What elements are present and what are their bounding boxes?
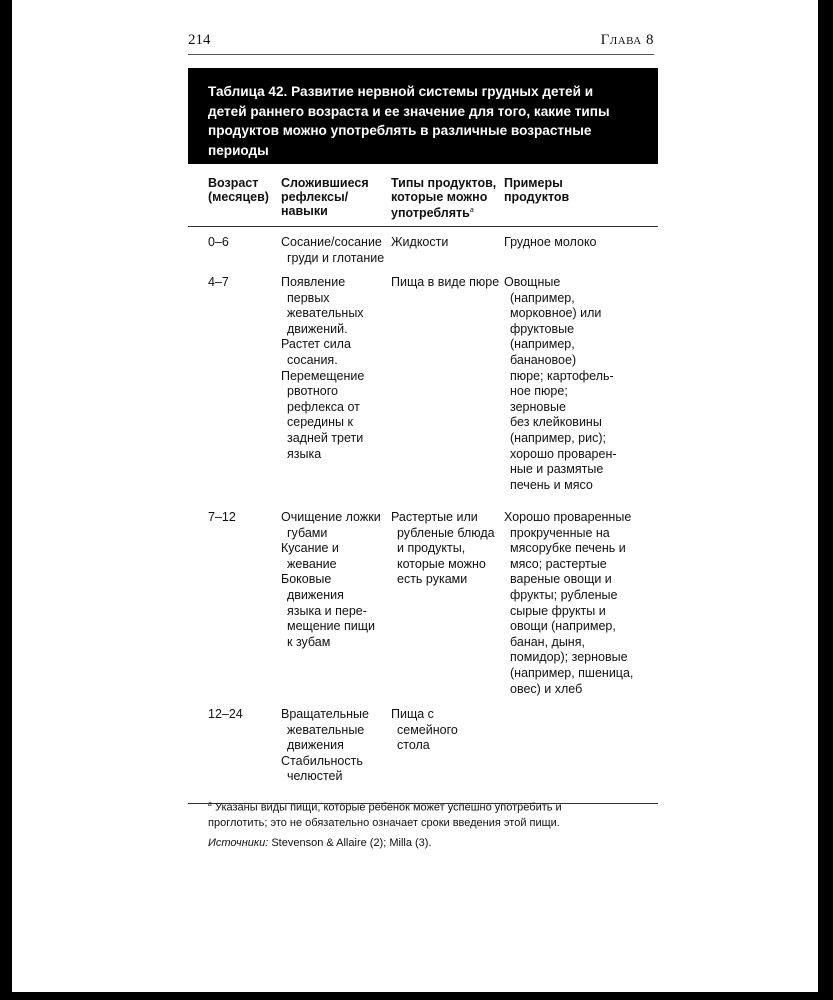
column-header-line: рефлексы/	[281, 190, 349, 204]
footnote-line: проглотить; это не обязательно означает сроки введения этой пищи.	[208, 816, 560, 829]
text-line: (например,	[510, 290, 575, 305]
reflexes-cell	[281, 510, 389, 650]
reflexes-cell	[281, 707, 389, 785]
text-line: помидор); зерновые	[510, 650, 628, 665]
text-line: Кусание и	[281, 541, 339, 556]
footnote	[208, 797, 658, 831]
text-line: Очищение ложки	[281, 510, 381, 524]
column-header-line: Примеры	[504, 176, 563, 190]
chapter-title: Глава 8	[600, 32, 654, 48]
food-types-cell	[391, 510, 503, 588]
reflex-item	[281, 754, 389, 785]
table-title-line: продуктов можно употреблять в различные возрастные	[208, 123, 592, 138]
reflex-item	[281, 275, 389, 337]
text-line: рвотного	[287, 384, 338, 399]
text-line: Вращательные	[281, 707, 369, 721]
reflex-item	[281, 510, 389, 541]
column-header-line: Возраст	[208, 176, 259, 190]
text-line: (например, рис);	[510, 430, 606, 445]
text-line: без клейковины	[510, 415, 602, 430]
text-line: хорошо проварен-	[510, 446, 617, 461]
text-line: мясорубке печень и	[510, 541, 626, 556]
reflex-item	[281, 541, 389, 572]
text-line: зерновые	[510, 399, 566, 414]
text-line: Стабильность	[281, 753, 363, 768]
column-header	[504, 176, 569, 204]
column-header-line: навыки	[281, 204, 328, 218]
text-line: губами	[287, 525, 328, 540]
food-types-cell	[391, 275, 503, 291]
running-head	[188, 32, 654, 55]
text-line: Появление	[281, 275, 346, 289]
text-line: задней трети	[287, 430, 364, 445]
text-line: овощи (например,	[510, 619, 616, 634]
footnote-mark: а	[208, 801, 212, 808]
text-line: фруктовые	[510, 321, 575, 336]
table-row	[188, 707, 658, 799]
text-line: сосания.	[287, 352, 338, 367]
text-line: Сосание/сосание	[281, 235, 382, 249]
column-header-line: Типы продуктов,	[391, 176, 497, 190]
table	[188, 68, 658, 803]
column-header-line: (месяцев)	[208, 190, 269, 204]
text-line: челюстей	[287, 769, 343, 784]
table-title-line: Таблица 42. Развитие нервной системы грудных детей и	[208, 84, 594, 99]
reflex-item	[281, 707, 389, 754]
text-line: морковное) или	[510, 306, 602, 321]
text-line: Растертые или	[391, 510, 478, 524]
table-title	[188, 68, 658, 164]
text-line: движений.	[287, 321, 348, 336]
text-line: ные и размятые	[510, 462, 604, 477]
text-line: жевательных	[287, 306, 364, 321]
text-line: Перемещение	[281, 368, 365, 383]
column-header	[281, 176, 369, 218]
food-types-cell	[391, 707, 503, 754]
food-examples-cell	[504, 275, 654, 493]
footnote-line: Указаны виды пищи, которые ребенок может успешно употребить и	[214, 801, 562, 814]
page-number: 214	[188, 32, 211, 48]
text-line: (например, пшеница,	[510, 665, 634, 680]
text-line: вареные овощи и	[510, 572, 612, 587]
text-line: мясо; растертые	[510, 556, 607, 571]
text-line: груди и глотание	[287, 250, 385, 265]
reflexes-cell	[281, 235, 389, 266]
text-line: пюре; картофель-	[510, 368, 614, 383]
text-line: движения	[287, 738, 344, 753]
text-line: и продукты,	[397, 541, 466, 556]
food-examples-cell	[504, 235, 654, 251]
age-cell: 4–7	[208, 275, 229, 289]
age-cell: 12–24	[208, 707, 243, 721]
reflex-item	[281, 369, 389, 463]
column-header-line: употреблять$^а$	[391, 206, 474, 221]
text-line: банан, дыня,	[510, 634, 585, 649]
text-line: стола	[397, 738, 430, 753]
sources	[208, 837, 432, 849]
age-cell: 7–12	[208, 510, 236, 524]
text-line: мещение пищи	[287, 619, 375, 634]
text-line: овес) и хлеб	[510, 681, 583, 696]
text-line: середины к	[287, 415, 353, 430]
text-line: Пища с	[391, 707, 434, 721]
text-line: печень и мясо	[510, 477, 593, 492]
text-line: семейного	[397, 722, 458, 737]
column-header	[208, 176, 269, 204]
table-row	[188, 235, 658, 275]
text-line: есть руками	[397, 572, 468, 587]
table-row	[188, 275, 658, 510]
sources-label: Источники:	[208, 837, 269, 849]
text-line: языка и пере-	[287, 603, 367, 618]
text-line: Пища в виде пюре	[391, 275, 500, 289]
text-line: Боковые	[281, 572, 332, 587]
table-header	[188, 164, 658, 227]
food-examples-cell	[504, 510, 654, 697]
text-line: которые можно	[397, 556, 486, 571]
text-line: языка	[287, 446, 322, 461]
reflex-item	[281, 337, 389, 368]
column-header-line: Сложившиеся	[281, 176, 369, 190]
table-row	[188, 510, 658, 707]
text-line: Жидкости	[391, 235, 449, 249]
text-line: Грудное молоко	[504, 235, 597, 249]
table-title-line: детей раннего возраста и ее значение для того, какие типы	[208, 103, 610, 119]
reflex-item	[281, 572, 389, 650]
text-line: жевательные	[287, 722, 365, 737]
text-line: Хорошо проваренные	[504, 510, 632, 524]
reflex-item	[281, 235, 389, 266]
text-line: рефлекса от	[287, 399, 360, 414]
text-line: к зубам	[287, 634, 331, 649]
age-cell: 0–6	[208, 235, 229, 249]
text-line: сырые фрукты и	[510, 603, 606, 618]
text-line: банановое)	[510, 352, 577, 367]
footnote-ref: а	[469, 207, 474, 214]
text-line: рубленые блюда	[397, 525, 495, 540]
sources-text: Stevenson & Allaire (2); Milla (3).	[271, 837, 432, 849]
text-line: фрукты; рубленые	[510, 587, 618, 602]
text-line: движения	[287, 587, 344, 602]
text-line: первых	[287, 290, 330, 305]
reflexes-cell	[281, 275, 389, 462]
column-header-line: которые можно	[391, 190, 488, 204]
table-title-line: периоды	[208, 142, 269, 158]
text-line: ное пюре;	[510, 384, 568, 399]
book-page	[12, 0, 818, 992]
text-line: (например,	[510, 337, 575, 352]
text-line: Растет сила	[281, 337, 351, 352]
text-line: жевание	[287, 556, 337, 571]
column-header	[391, 176, 496, 220]
text-line: Овощные	[504, 275, 561, 289]
text-line: прокрученные на	[510, 525, 610, 540]
food-types-cell	[391, 235, 503, 251]
table-body	[188, 227, 658, 803]
column-header-line: продуктов	[504, 190, 570, 204]
